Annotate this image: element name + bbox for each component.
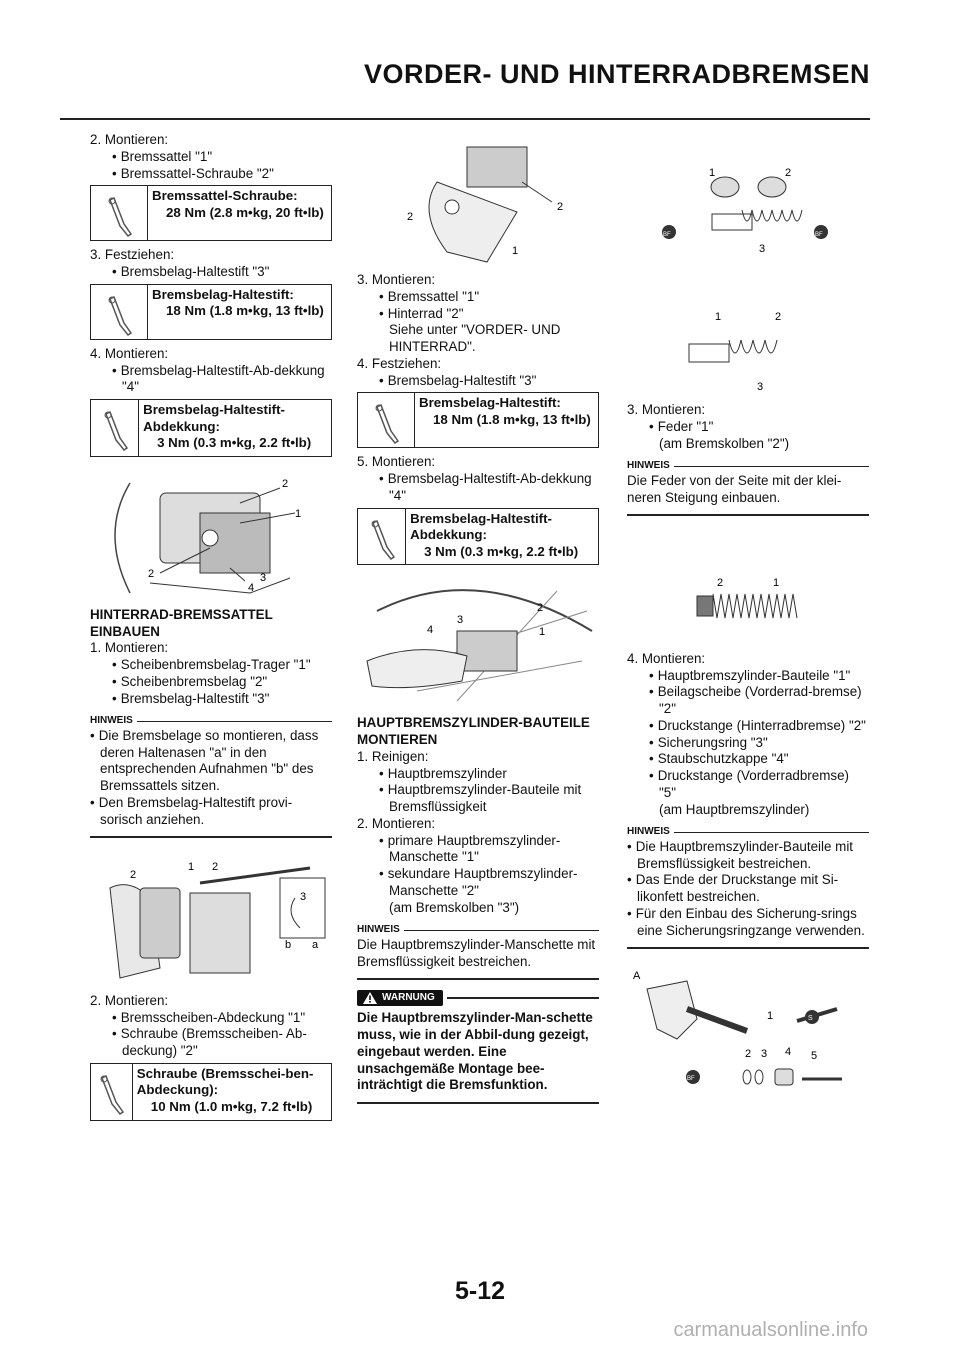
bullet-item: • Hauptbremszylinder bbox=[379, 766, 599, 783]
caliper-illustration bbox=[90, 463, 330, 603]
bullet-item: • Beilagscheibe (Vorderrad-bremse) "2" bbox=[649, 684, 869, 718]
note-text: Die Feder von der Seite mit der klei-neren Steigung einbauen. bbox=[627, 472, 842, 505]
callout-label: 1 bbox=[767, 1009, 774, 1022]
bullet-item: • Hinterrad "2" bbox=[379, 306, 599, 323]
step-title: 1. Montieren: bbox=[90, 640, 169, 656]
callout-label: 4 bbox=[427, 624, 434, 637]
watermark: carmanualsonline.info bbox=[673, 1319, 868, 1341]
page-title: VORDER- UND HINTERRADBREMSEN bbox=[363, 59, 870, 89]
bullet-item: • Bremssattel "1" bbox=[379, 289, 599, 306]
note-bullet: • Den Bremsbelag-Haltestift provi-sorisch anziehen. bbox=[90, 795, 332, 829]
bullet-item: • Hauptbremszylinder-Bauteile mit Bremsflüssigkeit bbox=[379, 782, 599, 816]
torque-value: 18 Nm (1.8 m•kg, 13 ft•lb) bbox=[433, 411, 591, 427]
warning-icon bbox=[363, 992, 377, 1004]
bullet-item: • Bremsscheiben-Abdeckung "1" bbox=[112, 1010, 332, 1027]
torque-box bbox=[357, 508, 599, 566]
bullet-note: (am Bremskolben "3") bbox=[389, 899, 520, 915]
torque-box bbox=[90, 185, 332, 241]
bullet-item: • Hauptbremszylinder-Bauteile "1" bbox=[649, 668, 869, 685]
callout-label: 2 bbox=[745, 1047, 752, 1060]
step-title: 5. Montieren: bbox=[357, 454, 436, 470]
step-title: 2. Montieren: bbox=[90, 132, 169, 147]
callout-label: 2 bbox=[282, 477, 289, 490]
piston-assembly-illustration bbox=[627, 262, 867, 402]
torque-box bbox=[90, 1063, 332, 1121]
callout-label: 2 bbox=[148, 567, 155, 580]
torque-wrench-icon bbox=[100, 410, 130, 454]
bullet-item: • Bremsbelag-Haltestift-Ab-dekkung "4" bbox=[379, 471, 599, 505]
bullet-item: • Staubschutzkappe "4" bbox=[649, 751, 869, 768]
hinweis-label: HINWEIS bbox=[627, 460, 670, 472]
torque-label: Schraube (Bremsschei-ben- Abdeckung): bbox=[136, 1065, 314, 1098]
callout-label: a bbox=[312, 938, 319, 951]
torque-label: Bremsbelag-Haltestift: bbox=[152, 286, 294, 302]
torque-wrench-icon bbox=[96, 1074, 126, 1118]
callout-label: 2 bbox=[775, 311, 782, 323]
bullet-item: • Bremssattel "1" bbox=[112, 149, 332, 166]
torque-label: Bremsbelag-Haltestift-Abdekkung: bbox=[410, 510, 552, 543]
master-cylinder-illustration bbox=[627, 959, 867, 1099]
note-bullet: • Für den Einbau des Sicherung-srings eine Sicherungsringzange verwenden. bbox=[627, 906, 869, 940]
header-rule bbox=[60, 118, 870, 120]
callout-label: 2 bbox=[785, 167, 792, 179]
callout-label: 4 bbox=[785, 1045, 792, 1058]
bullet-item: • Bremsbelag-Haltestift-Ab-dekkung "4" bbox=[112, 363, 332, 397]
reference-text: Siehe unter "VORDER- UND HINTERRAD". bbox=[389, 322, 561, 354]
bullet-item: • Scheibenbremsbelag "2" bbox=[112, 674, 332, 691]
step-title: 1. Reinigen: bbox=[357, 748, 429, 764]
callout-label: 1 bbox=[188, 860, 195, 873]
piston-cups-illustration bbox=[627, 132, 867, 262]
bullet-item: • Sicherungsring "3" bbox=[649, 735, 869, 752]
bullet-item: • Bremssattel-Schraube "2" bbox=[112, 166, 332, 183]
callout-label: 1 bbox=[512, 245, 519, 257]
note-end-rule bbox=[627, 947, 869, 949]
spring-illustration bbox=[627, 526, 867, 651]
callout-label: 3 bbox=[260, 571, 267, 584]
step-title: 4. Festziehen: bbox=[357, 355, 442, 371]
note-text: Die Hauptbremszylinder-Manschette mit Bremsflüssigkeit bestreichen. bbox=[357, 936, 596, 969]
callout-label: 2 bbox=[717, 576, 724, 589]
callout-label: 3 bbox=[761, 1047, 768, 1060]
warning-text: Die Hauptbremszylinder-Man-schette muss, wie in der Abbil-dung gezeigt, eingebaut werden. Eine unsachgemäße Montage bee-inträchtigt die Bremsfunktion. bbox=[357, 1010, 593, 1093]
step-title: 2. Montieren: bbox=[90, 992, 169, 1008]
bullet-item: • sekundare Hauptbremszylinder-Manschette "2" bbox=[379, 866, 599, 900]
callout-label: 3 bbox=[300, 890, 307, 903]
rear-caliper-illustration bbox=[357, 132, 597, 272]
torque-value: 3 Nm (0.3 m•kg, 2.2 ft•lb) bbox=[157, 435, 312, 451]
torque-wrench-icon bbox=[104, 295, 134, 339]
callout-label: 1 bbox=[709, 167, 716, 179]
callout-label: 3 bbox=[457, 614, 464, 627]
step-title: 4. Montieren: bbox=[90, 345, 169, 361]
section-heading: HINTERRAD-BREMSSATTEL EINBAUEN bbox=[90, 606, 273, 639]
bullet-item: • Bremsbelag-Haltestift "3" bbox=[379, 373, 599, 390]
callout-label: 2 bbox=[130, 868, 137, 881]
callout-label: S bbox=[808, 1014, 813, 1022]
callout-label: BF bbox=[687, 1075, 695, 1082]
torque-wrench-icon bbox=[367, 519, 397, 563]
callout-label: 2 bbox=[407, 211, 414, 223]
step-title: 3. Festziehen: bbox=[90, 247, 175, 263]
torque-box bbox=[357, 392, 599, 448]
torque-value: 10 Nm (1.0 m•kg, 7.2 ft•lb) bbox=[150, 1099, 313, 1115]
bullet-note: (am Bremskolben "2") bbox=[659, 435, 790, 451]
rear-wheel-illustration bbox=[357, 571, 597, 711]
hinweis-label: HINWEIS bbox=[90, 715, 133, 727]
step-title: 4. Montieren: bbox=[627, 650, 706, 666]
torque-box bbox=[90, 284, 332, 340]
bullet-item: • Feder "1" bbox=[649, 419, 869, 436]
warning-end-rule bbox=[357, 1102, 599, 1104]
callout-label: b bbox=[285, 938, 292, 951]
torque-label: Bremsbelag-Haltestift-Abdekkung: bbox=[143, 402, 285, 434]
callout-label: 2 bbox=[537, 602, 544, 615]
callout-label: 1 bbox=[539, 626, 546, 639]
bullet-note: (am Hauptbremszylinder) bbox=[659, 801, 810, 817]
torque-label: Bremsbelag-Haltestift: bbox=[419, 395, 561, 411]
torque-value: 3 Nm (0.3 m•kg, 2.2 ft•lb) bbox=[424, 543, 579, 559]
callout-label: 2 bbox=[212, 860, 219, 873]
torque-box bbox=[90, 399, 332, 457]
callout-label: 5 bbox=[811, 1049, 818, 1062]
brake-pad-illustration bbox=[90, 848, 330, 993]
hinweis-header bbox=[627, 460, 869, 473]
callout-label: BF bbox=[815, 232, 823, 238]
warning-label: WARNUNG bbox=[382, 991, 435, 1003]
callout-label: 1 bbox=[295, 507, 302, 520]
hinweis-header bbox=[90, 715, 332, 728]
bullet-item: • Schraube (Bremsscheiben- Ab-deckung) "2" bbox=[112, 1026, 332, 1060]
hinweis-label: HINWEIS bbox=[357, 924, 400, 936]
callout-label: BF bbox=[663, 232, 671, 238]
warning-badge bbox=[357, 990, 443, 1007]
callout-label: 2 bbox=[557, 201, 564, 213]
step-title: 2. Montieren: bbox=[357, 815, 436, 831]
bullet-item: • Druckstange (Vorderradbremse) "5" bbox=[649, 768, 869, 802]
torque-label: Bremssattel-Schraube: bbox=[152, 188, 298, 204]
column-1 bbox=[90, 132, 332, 1127]
callout-label: A bbox=[633, 969, 641, 982]
torque-value: 18 Nm (1.8 m•kg, 13 ft•lb) bbox=[166, 303, 324, 319]
bullet-item: • Scheibenbremsbelag-Trager "1" bbox=[112, 657, 332, 674]
page-number: 5-12 bbox=[454, 1277, 506, 1305]
hinweis-label: HINWEIS bbox=[627, 826, 670, 838]
note-end-rule bbox=[357, 978, 599, 980]
callout-label: 3 bbox=[759, 243, 766, 255]
note-end-rule bbox=[627, 514, 869, 516]
callout-label: 1 bbox=[715, 311, 722, 323]
callout-label: 1 bbox=[773, 576, 780, 589]
column-3 bbox=[627, 132, 869, 1099]
bullet-item: • Bremsbelag-Haltestift "3" bbox=[112, 691, 332, 708]
callout-label: 4 bbox=[248, 581, 255, 594]
bullet-item: • primare Hauptbremszylinder-Manschette "1" bbox=[379, 833, 599, 867]
hinweis-header bbox=[627, 826, 869, 839]
column-2 bbox=[357, 132, 599, 1114]
step-title: 3. Montieren: bbox=[357, 272, 436, 287]
hinweis-header bbox=[357, 924, 599, 937]
warning-header bbox=[357, 990, 599, 1007]
callout-label: 3 bbox=[757, 381, 764, 393]
torque-wrench-icon bbox=[371, 403, 401, 447]
torque-wrench-icon bbox=[104, 196, 134, 240]
bullet-item: • Druckstange (Hinterradbremse) "2" bbox=[649, 718, 869, 735]
note-bullet: • Das Ende der Druckstange mit Si-likonfett bestreichen. bbox=[627, 872, 869, 906]
step-title: 3. Montieren: bbox=[627, 402, 706, 417]
note-bullet: • Die Bremsbelage so montieren, dass deren Haltenasen "a" in den entsprechenden Aufnahmen "b" des Bremssattels sitzen. bbox=[90, 728, 332, 795]
section-heading: HAUPTBREMSZYLINDER-BAUTEILE MONTIEREN bbox=[357, 715, 590, 748]
note-end-rule bbox=[90, 836, 332, 838]
note-bullet: • Die Hauptbremszylinder-Bauteile mit Bremsflüssigkeit bestreichen. bbox=[627, 839, 869, 873]
torque-value: 28 Nm (2.8 m•kg, 20 ft•lb) bbox=[166, 204, 324, 220]
bullet-item: • Bremsbelag-Haltestift "3" bbox=[112, 264, 332, 281]
